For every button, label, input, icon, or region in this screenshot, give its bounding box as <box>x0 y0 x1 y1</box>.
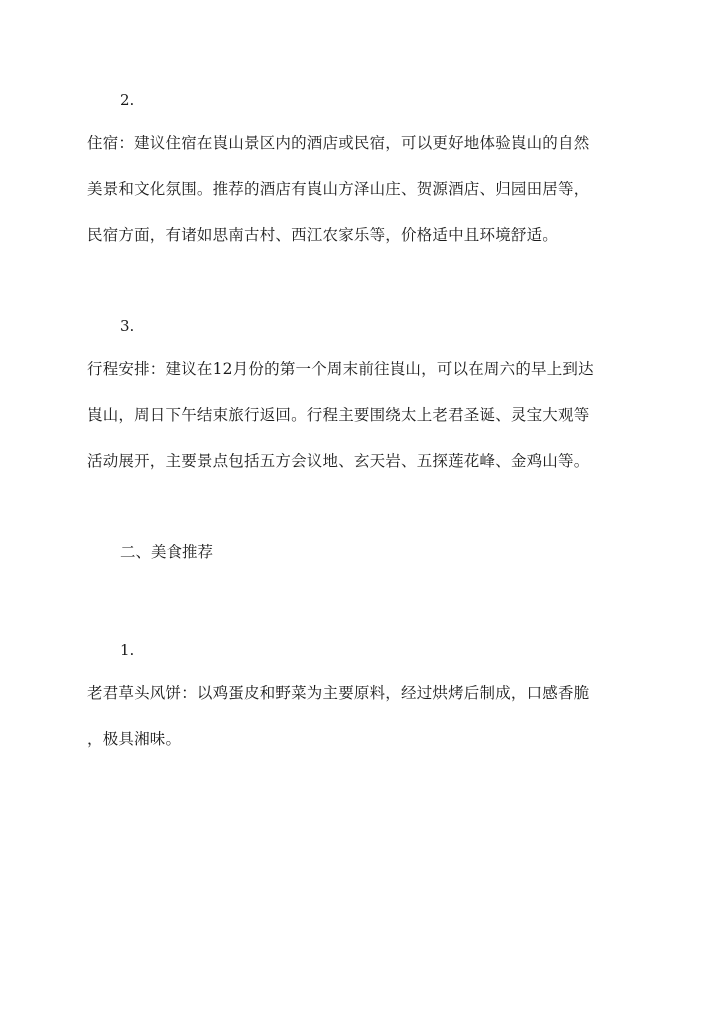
paragraph-itinerary <box>87 346 637 484</box>
paragraph-line: ，极具湘味。 <box>87 730 182 748</box>
paragraph-line: 老君草头风饼：以鸡蛋皮和野菜为主要原料，经过烘烤后制成，口感香脆 <box>87 684 590 702</box>
item-number-2: 2. <box>120 91 135 109</box>
paragraph-line: 住宿：建议住宿在崀山景区内的酒店或民宿，可以更好地体验崀山的自然 <box>87 134 590 152</box>
paragraph-line: 民宿方面，有诸如思南古村、西江农家乐等，价格适中且环境舒适。 <box>87 226 559 244</box>
paragraph-line: 行程安排：建议在12月份的第一个周末前往崀山，可以在周六的早上到达 <box>87 360 594 378</box>
paragraph-line: 美景和文化氛围。推荐的酒店有崀山方泽山庄、贺源酒店、归园田居等， <box>87 180 590 198</box>
paragraph-accommodation <box>87 120 637 258</box>
paragraph-line: 崀山，周日下午结束旅行返回。行程主要围绕太上老君圣诞、灵宝大观等 <box>87 406 590 424</box>
section-heading-food: 二、美食推荐 <box>120 543 214 561</box>
item-number-3: 3. <box>120 317 135 335</box>
paragraph-food-item <box>87 670 637 762</box>
paragraph-line: 活动展开，主要景点包括五方会议地、玄天岩、五探莲花峰、金鸡山等。 <box>87 452 590 470</box>
item-number-1: 1. <box>120 641 135 659</box>
